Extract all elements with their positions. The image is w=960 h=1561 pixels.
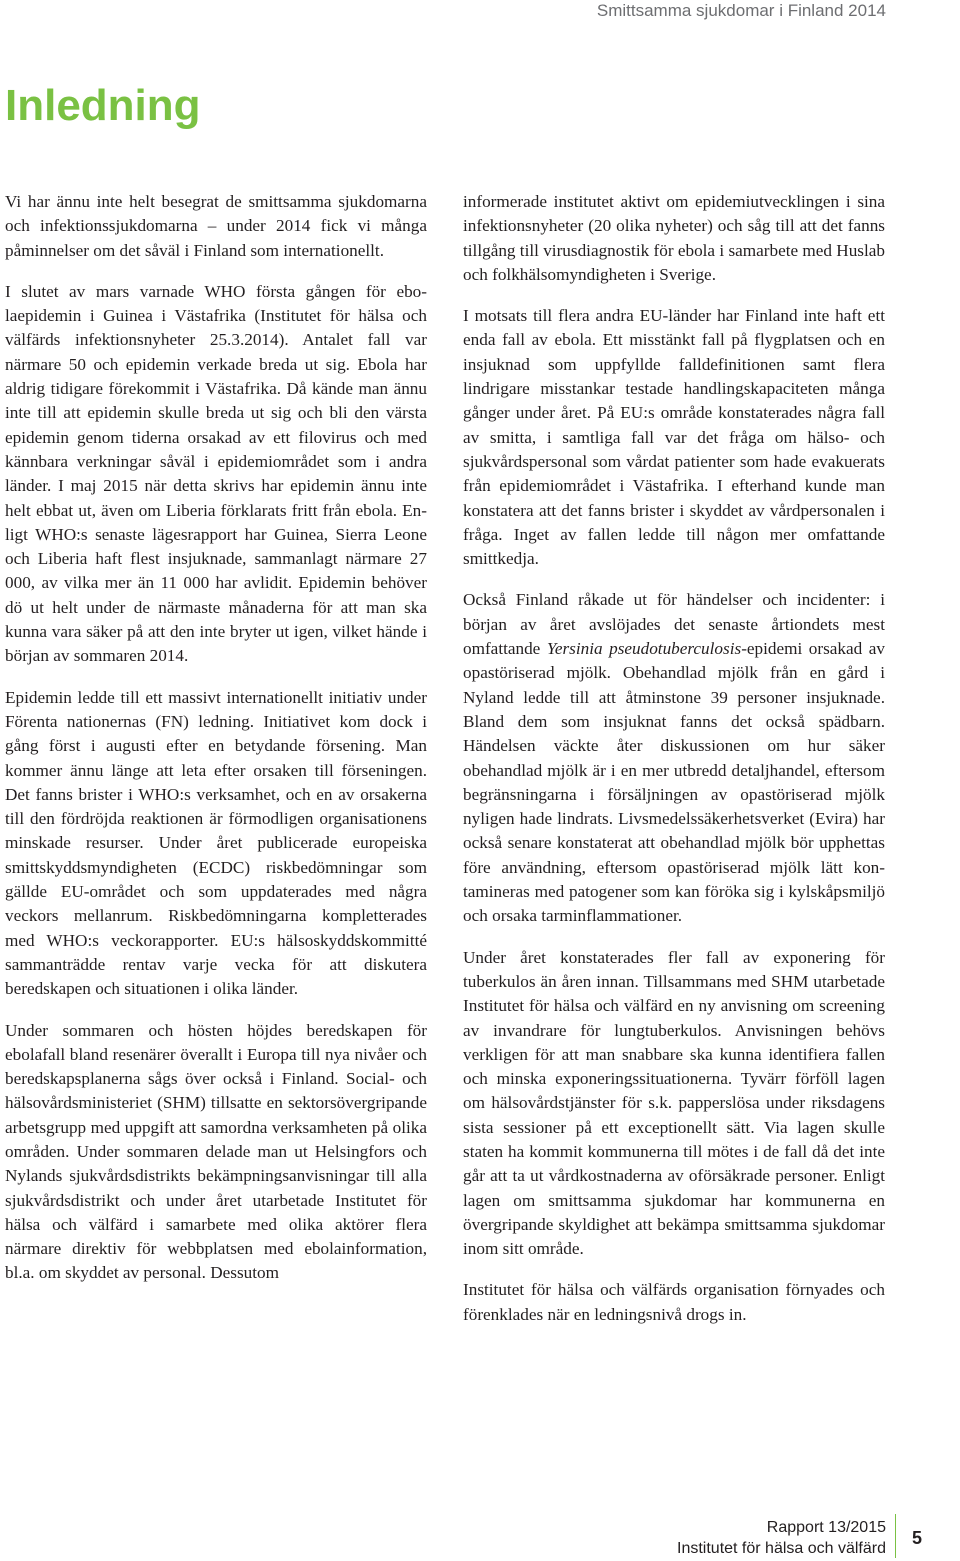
species-name: Yersinia pseudotuberculosis [546,639,742,659]
paragraph-text: -epidemi orsakad av opastöriserad mjölk. Obehandlad mjölk från en gård i Nyland ledde till att åtminstone 39 personer insjuknade. Bland dem som insjuknat fanns det också spädbarn. Händelsen väckte åter diskussionen om hur säker obehandlad mjölk är i en mer utbredd detaljhandel, eftersom begränsningarna i försäljningen av opastöriserad mjölk nyligen hade lindrats. Livsmedelssäkerhetsverket (Evira) har också senare konstaterat att obehandlad mjölk bör upphettas före användning, eftersom opastöriserad mjölk lätt kontamineras med patogener som kan föröka sig i kylskåpsmiljö och orsaka tarminflammationer. [463,639,886,926]
page-number: 5 [912,1528,923,1548]
page-title: Inledning [5,81,201,130]
paragraph: Institutet för hälsa och välfärds organisation förnyades och förenklades när en ledningsnivå drogs in. [463,1280,885,1324]
paragraph: Epidemin ledde till ett massivt internationellt initiativ under Förenta nationernas (FN) ledning. Initiativet kom dock i gång först i augusti efter en betydande försening. Man kommer ännu länge att leta efter orsaken till förseningen. Det fanns brister i WHO:s verksamhet, och en av orsakerna till den fördröjda reaktionen är förmodligen organisationens minskade resurser. Under året publicerade europeiska smittskyddsmyndigheten (ECDC) riskbedömningar som gällde EU-området och som uppdaterades med några veckors mellanrum. Riskbedömningarna kompletterades med WHO:s veckorapporter. EU:s hälsoskyddskommitté sammanträdde rentav varje vecka för att diskutera beredskapen och situationen i olika länder. [5,687,427,999]
paragraph: Under året konstaterades fler fall av exponering för tuberkulos än åren innan. Tillsammans med SHM utarbetade Institutet för hälsa och välfärd en ny anvisning om screening av invandrare för lungtuberkulos. Anvisningen behövs verkligen för att man snabbare ska kunna identifiera fallen och minska exponeringssituationerna. Tyvärr förföll lagen om hälsovårdstjänster för s.k. papperslösa under riksdagens sista sessioner på ett exceptionellt sätt. Via lagen skulle staten ha kommit kommunerna till mötes i de fall då det inte går att ta ut vårdkostnaderna av oförsäkrade personer. Enligt lagen om smittsamma sjukdomar har kommunerna en övergripande skyldighet att bekämpa smittsamma sjukdomar inom sitt område. [463,947,885,1259]
paragraph: Vi har ännu inte helt besegrat de smittsamma sjukdomarna och infektionssjukdomarna – under 2014 fick vi många påminnelser om det såväl i Finland som internationellt. [5,192,427,260]
paragraph: Under sommaren och hösten höjdes beredskapen för ebolafall bland resenärer överallt i Europa till nya nivåer och beredskapsplanerna sågs över också i Finland. Social- och hälsovårdsministeriet (SHM) tillsatte en sektorsövergripande arbetsgrupp med uppgift att samordna verksamheten på olika områden. Under sommaren delade man ut Helsingfors och Nylands sjukvårdsdistrikts bekämpningsanvisningar till alla sjukvårdsdistrikt och under året utarbetade Institutet för hälsa och välfärd i samarbete med olika aktörer flera närmare direktiv för webbplatsen med ebolainformation, bl.a. om skyddet av personal. Dessutom [5,1020,427,1283]
institution-name: Institutet för hälsa och välfärd [677,1540,886,1557]
paragraph: I slutet av mars varnade WHO första gången för ebolaepidemin i Guinea i Västafrika (Institutet för hälsa och välfärds infektionsnyheter 25.3.2014). Antalet fall var närmare 50 och epidemin verkade breda ut sig. Ebola har aldrig tidigare förekommit i Västafrika. Då kände man ännu inte till att epidemin skulle breda ut sig och bli den värsta epidemin genom tiderna orsakad av ett filovirus och med kännbara verkningar såväl i epidemiområdet som i andra länder. I maj 2015 när detta skrivs har epidemin ännu inte helt ebbat ut, även om Liberia förklarats fritt från ebola. Enligt WHO:s senaste lägesrapport har Guinea, Sierra Leone och Liberia haft flest insjuknade, sammanlagt närmare 27 000, av vilka mer än 11 000 har avlidit. Epidemin behöver dö ut helt under de närmaste månaderna för att man ska kunna vara säker på att den inte bryter ut igen, vilket hände i början av sommaren 2014. [5,281,427,666]
report-number: Rapport 13/2015 [766,1519,886,1536]
right-column [463,190,885,1327]
paragraph-text: Också Finland råkade ut för händelser och incidenter: i början av året avslöjades det senaste årtiondets mest omfattande [463,590,885,659]
left-column [5,190,427,1286]
footer-divider [895,1514,896,1558]
running-header: Smittsamma sjukdomar i Finland 2014 [596,1,886,20]
paragraph: informerade institutet aktivt om epidemiutvecklingen i sina infektionsnyheter (20 olika nyheter) och såg till att det fanns tillgång till virusdiagnostik för ebola i samarbete med Huslab och folkhälsomyndigheten i Sverige. [463,192,885,284]
paragraph: I motsats till flera andra EU-länder har Finland inte haft ett enda fall av ebola. Ett misstänkt fall på flygplatsen och en insjuknad som uppfyllde falldefinitionen samt flera lindrigare misstankar testade handlingskapaciteten många gånger under året. På EU:s område konstaterades några fall av smitta, i samtliga fall var det fråga om hälso- och sjukvårdspersonal som vårdat patienter som hade evakuerats från epidemiområdet i Västafrika. I efterhand kunde man konstatera att det fanns brister i skyddet av vårdpersonalen i fråga. Inget av fallen ledde till någon mer omfattande smittkedja. [463,306,885,569]
paragraph [463,588,885,928]
